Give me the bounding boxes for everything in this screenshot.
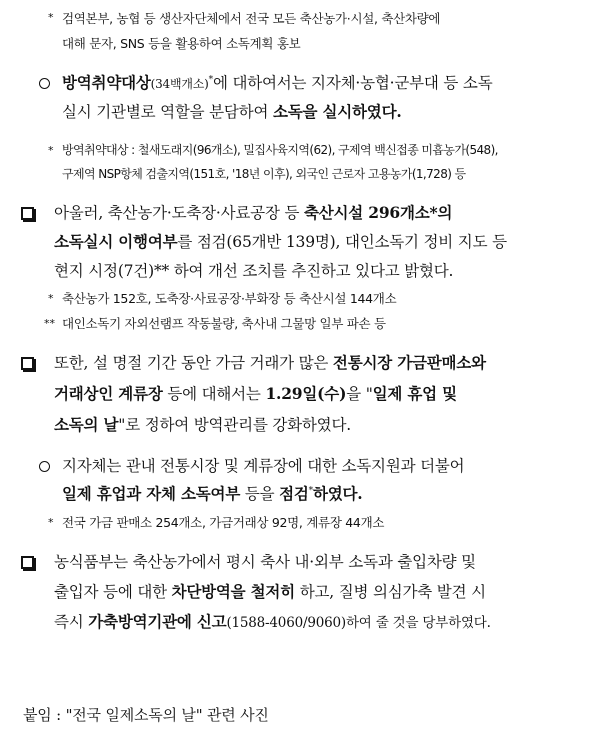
square-bullet-icon xyxy=(21,357,34,370)
para-market-text2: 등에 대해서는 xyxy=(162,385,266,403)
bullet-vulnerable-text2: 실시 기관별로 역할을 분담하여 xyxy=(62,103,273,121)
para-inspection-bold: 축산시설 296개소*의 xyxy=(303,203,453,222)
para-ministry-bold2: 가축방역기관에 신고 xyxy=(88,612,227,631)
para-market-text3: 을 " xyxy=(346,385,373,403)
para-ministry-text3: 즉시 xyxy=(54,613,89,631)
para-ministry-line1: 농식품부는 축산농가에서 평시 축사 내·외부 소독과 출입차량 및 xyxy=(54,553,476,571)
para-inspection-bold2: 소독실시 이행여부 xyxy=(54,232,178,251)
para-market-text: 또한, 설 명절 기간 동안 가금 거래가 많은 xyxy=(54,354,333,372)
note-double-asterisk: ** xyxy=(44,317,55,330)
note-promotion-line2: 대해 문자, SNS 등을 활용하여 소독계획 홍보 xyxy=(62,36,301,51)
para-inspection-line3: 현지 시정(7건)** 하여 개선 조치를 추진하고 있다고 밝혔다. xyxy=(54,262,454,280)
note-vulnerable-line2: 구제역 NSP항체 검출지역(151호, '18년 이후), 외국인 근로자 고용농가(1,728) 등 xyxy=(62,167,466,181)
para-market-text4: "로 정하여 방역관리를 강화하였다. xyxy=(118,416,351,434)
para-ministry-text: 출입자 등에 대한 xyxy=(54,583,172,601)
note-asterisk: * xyxy=(48,11,54,24)
para-market-line2 xyxy=(54,382,457,404)
bullet-vulnerable-text: 에 대하여서는 지자체·농협·군부대 등 소독 xyxy=(212,74,493,92)
bullet-local-bold3: 하였다. xyxy=(312,484,363,503)
bullet-local-text: 등을 xyxy=(240,485,280,503)
para-market-line1 xyxy=(54,351,486,373)
bullet-vulnerable-count: (34백개소) xyxy=(150,77,209,91)
note-asterisk: * xyxy=(48,516,54,529)
bullet-vulnerable-line2 xyxy=(62,100,402,122)
attachment-note: 붙임 : "전국 일제소독의 날" 관련 사진 xyxy=(23,706,269,724)
para-ministry-text4: (1588-4060/9060)하여 줄 것을 당부하였다. xyxy=(226,615,491,631)
para-inspection-line1 xyxy=(54,201,452,223)
bullet-local-bold2: 점검 xyxy=(279,484,309,503)
note-asterisk: * xyxy=(48,144,54,157)
para-inspection-text: 아울러, 축산농가·도축장·사료공장 등 xyxy=(54,204,304,222)
para-ministry-text2: 하고, 질병 의심가축 발견 시 xyxy=(294,583,486,601)
note-asterisk: * xyxy=(48,292,54,305)
bullet-local-line2 xyxy=(62,482,362,504)
bullet-local-bold: 일제 휴업과 자체 소독여부 xyxy=(62,484,241,503)
para-market-date: 1.29일(수) xyxy=(265,384,347,403)
note-vulnerable-line1: 방역취약대상 : 철새도래지(96개소), 밀집사육지역(62), 구제역 백신접종 미흡농가(548), xyxy=(62,143,498,157)
bullet-local-mark: * xyxy=(308,485,313,496)
circle-bullet-icon xyxy=(39,461,50,472)
note-facilities: 축산농가 152호, 도축장·사료공장·부화장 등 축산시설 144개소 xyxy=(62,291,397,306)
para-market-bold: 전통시장 가금판매소와 xyxy=(332,353,486,372)
square-bullet-icon xyxy=(21,556,34,569)
bullet-vulnerable-bold2: 소독을 실시하였다. xyxy=(272,102,402,121)
para-inspection-text2: 를 점검(65개반 139명), 대인소독기 정비 지도 등 xyxy=(177,233,507,251)
para-ministry-line2 xyxy=(54,580,486,602)
bullet-vulnerable-bold: 방역취약대상 xyxy=(62,73,151,92)
para-market-line3 xyxy=(54,413,351,435)
bullet-vulnerable-mark: * xyxy=(208,74,213,85)
para-inspection-line2 xyxy=(54,230,507,252)
para-ministry-bold: 차단방역을 철저히 xyxy=(171,582,295,601)
para-ministry-line3 xyxy=(54,610,491,632)
note-markets: 전국 가금 판매소 254개소, 가금거래상 92명, 계류장 44개소 xyxy=(62,515,385,530)
para-market-bold2: 거래상인 계류장 xyxy=(54,384,163,403)
para-market-bold4: 소독의 날 xyxy=(54,415,119,434)
note-promotion-line1: 검역본부, 농협 등 생산자단체에서 전국 모든 축산농가·시설, 축산차량에 xyxy=(62,11,441,26)
square-bullet-icon xyxy=(21,207,34,220)
bullet-vulnerable-line1 xyxy=(62,71,492,93)
bullet-local-line1: 지자체는 관내 전통시장 및 계류장에 대한 소독지원과 더불어 xyxy=(62,457,465,475)
note-corrections: 대인소독기 자외선램프 작동불량, 축사내 그물망 일부 파손 등 xyxy=(62,316,386,331)
circle-bullet-icon xyxy=(39,78,50,89)
para-market-bold3: 일제 휴업 및 xyxy=(372,384,457,403)
